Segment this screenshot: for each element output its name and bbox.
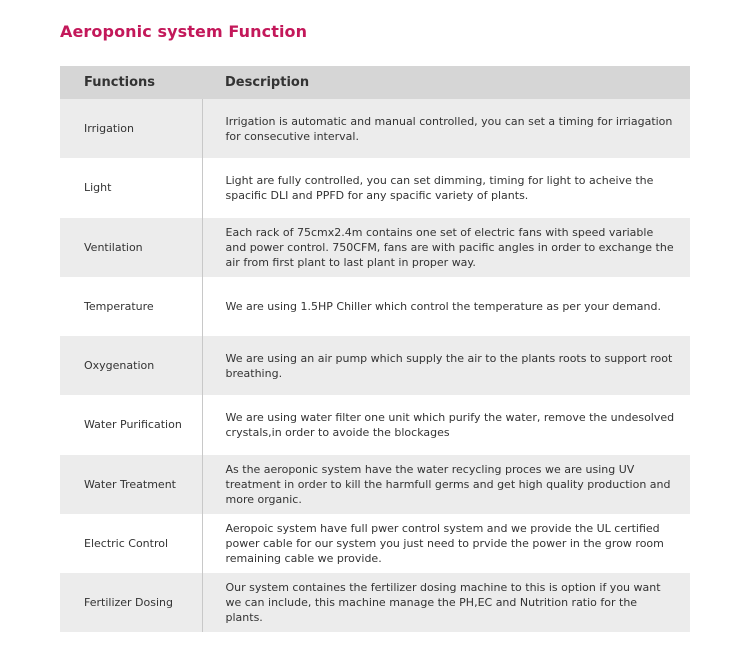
functions-table (60, 66, 690, 632)
description-cell: We are using water filter one unit which purify the water, remove the undesolved crystals,in order to avoide the blockages (202, 395, 690, 454)
function-cell: Electric Control (84, 536, 169, 550)
description-cell: Aeropoic system have full pwer control system and we provide the UL certified power cable for our system you just need to prvide the power in the grow room remaining cable we provide. (202, 514, 690, 573)
function-cell: Ventilation (84, 240, 143, 254)
table-header-row (60, 66, 690, 99)
function-cell: Irrigation (84, 122, 134, 136)
function-cell: Oxygenation (84, 359, 155, 373)
table-row (60, 218, 690, 277)
page-title: Aeroponic system Function (60, 22, 308, 41)
function-cell: Light (84, 181, 112, 195)
function-cell: Temperature (84, 299, 154, 313)
table-row (60, 514, 690, 573)
description-cell: Our system containes the fertilizer dosing machine to this is option if you want we can include, this machine manage the PH,EC and Nutrition ratio for the plants. (202, 573, 690, 632)
description-cell: We are using an air pump which supply the air to the plants roots to support root breathing. (202, 336, 690, 395)
table-row (60, 395, 690, 454)
functions-column-header: Functions (84, 75, 156, 90)
table-row (60, 277, 690, 336)
table-row (60, 158, 690, 217)
function-cell: Water Treatment (84, 477, 176, 491)
table-row (60, 99, 690, 158)
table-row (60, 455, 690, 514)
table-row (60, 573, 690, 632)
description-column-header: Description (225, 75, 310, 90)
table-row (60, 336, 690, 395)
function-cell: Fertilizer Dosing (84, 596, 173, 610)
function-cell: Water Purification (84, 418, 182, 432)
description-cell: Each rack of 75cmx2.4m contains one set of electric fans with speed variable and power control. 750CFM, fans are with pacific angles in order to exchange the air from first plant to last plant in proper way. (202, 218, 690, 277)
description-cell: We are using 1.5HP Chiller which control the temperature as per your demand. (202, 277, 690, 336)
description-cell: As the aeroponic system have the water recycling proces we are using UV treatment in order to kill the harmfull germs and get high quality production and more organic. (202, 455, 690, 514)
description-cell: Irrigation is automatic and manual controlled, you can set a timing for irriagation for consecutive interval. (202, 99, 690, 158)
description-cell: Light are fully controlled, you can set dimming, timing for light to acheive the spacific DLI and PPFD for any spacific variety of plants. (202, 158, 690, 217)
